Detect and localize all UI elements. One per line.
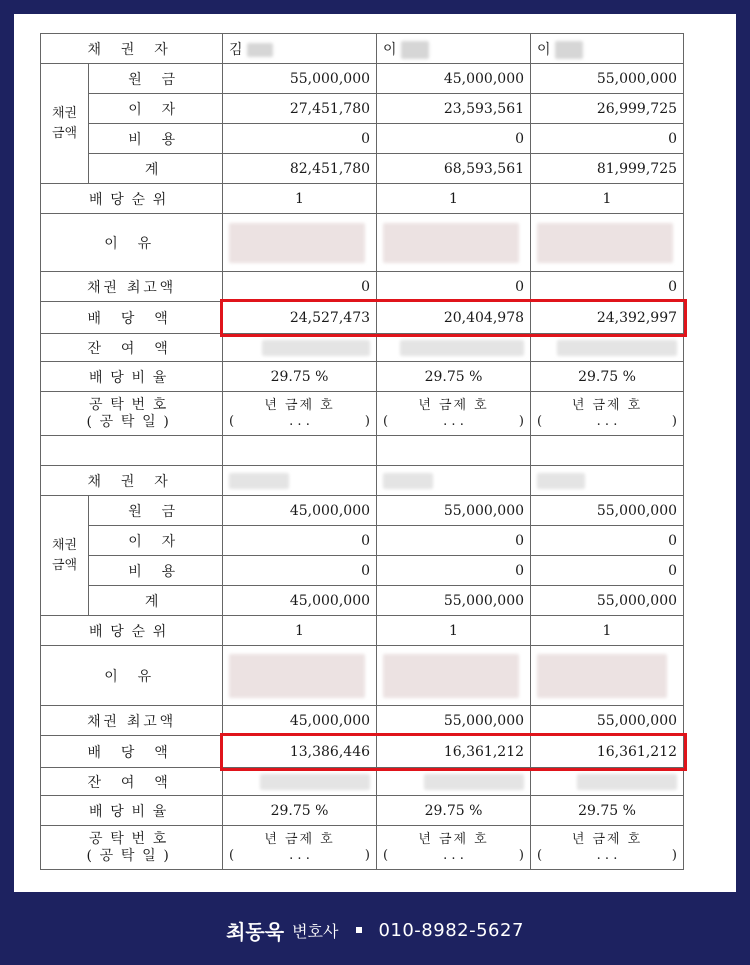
deposit-row xyxy=(41,826,684,870)
rank-value: 1 xyxy=(377,616,531,646)
rank-value: 1 xyxy=(531,184,684,214)
dividend-value: 24,392,997 xyxy=(531,302,684,334)
ratio-value: 29.75 % xyxy=(223,796,377,826)
interest-value: 0 xyxy=(531,526,684,556)
deposit-cell: 년 금제 호 ( . . . ) xyxy=(223,826,377,870)
principal-row xyxy=(41,64,684,94)
deposit-cell: 년 금제 호 ( . . . ) xyxy=(223,392,377,436)
reason-row xyxy=(41,646,684,706)
expense-label: 비 용 xyxy=(89,124,223,154)
remainder-label: 잔 여 액 xyxy=(41,334,223,362)
expense-value: 0 xyxy=(223,556,377,586)
max-claim-value: 45,000,000 xyxy=(223,706,377,736)
dividend-value: 24,527,473 xyxy=(223,302,377,334)
redacted-reason xyxy=(383,654,519,698)
reason-cell xyxy=(223,214,377,272)
remainder-cell xyxy=(223,334,377,362)
claim-amount-group-label: 채권 금액 xyxy=(41,64,89,184)
interest-value: 23,593,561 xyxy=(377,94,531,124)
max-claim-value: 55,000,000 xyxy=(531,706,684,736)
dividend-value: 13,386,446 xyxy=(223,736,377,768)
creditor-cell xyxy=(377,466,531,496)
footer-banner xyxy=(0,905,750,955)
rank-label: 배당순위 xyxy=(41,616,223,646)
total-value: 55,000,000 xyxy=(377,586,531,616)
remainder-row xyxy=(41,768,684,796)
redacted-remainder xyxy=(400,340,524,356)
expense-row xyxy=(41,124,684,154)
dividend-highlight-box xyxy=(220,299,687,337)
interest-value: 0 xyxy=(223,526,377,556)
total-value: 82,451,780 xyxy=(223,154,377,184)
redacted-remainder xyxy=(262,340,370,356)
interest-value: 0 xyxy=(377,526,531,556)
deposit-label: 공탁번호 (공탁일) xyxy=(41,826,223,870)
creditor-cell xyxy=(223,466,377,496)
expense-value: 0 xyxy=(377,124,531,154)
creditor-row xyxy=(41,466,684,496)
rank-row xyxy=(41,184,684,214)
lawyer-title: 변호사 xyxy=(292,921,339,941)
redacted-name xyxy=(401,41,429,59)
redacted-reason xyxy=(383,223,519,263)
reason-label: 이 유 xyxy=(41,646,223,706)
creditor-cell: 김 xyxy=(223,34,377,64)
ratio-label: 배당비율 xyxy=(41,362,223,392)
ratio-row xyxy=(41,796,684,826)
ratio-value: 29.75 % xyxy=(531,362,684,392)
reason-cell xyxy=(531,214,684,272)
rank-value: 1 xyxy=(377,184,531,214)
expense-row xyxy=(41,556,684,586)
principal-label: 원 금 xyxy=(89,496,223,526)
section-gap xyxy=(41,436,684,466)
interest-label: 이 자 xyxy=(89,94,223,124)
phone-number: 010-8982-5627 xyxy=(378,919,524,941)
reason-cell xyxy=(223,646,377,706)
max-claim-row xyxy=(41,272,684,302)
dividend-label: 배 당 액 xyxy=(41,302,223,334)
interest-row xyxy=(41,94,684,124)
interest-row xyxy=(41,526,684,556)
reason-cell xyxy=(531,646,684,706)
redacted-reason xyxy=(537,223,673,263)
redacted-remainder xyxy=(577,774,677,790)
deposit-cell: 년 금제 호 ( . . . ) xyxy=(377,826,531,870)
deposit-row xyxy=(41,392,684,436)
principal-row xyxy=(41,496,684,526)
total-label: 계 xyxy=(89,586,223,616)
expense-label: 비 용 xyxy=(89,556,223,586)
principal-value: 55,000,000 xyxy=(377,496,531,526)
creditor-label: 채 권 자 xyxy=(41,34,223,64)
redacted-name xyxy=(555,41,583,59)
principal-value: 45,000,000 xyxy=(377,64,531,94)
deposit-label: 공탁번호 (공탁일) xyxy=(41,392,223,436)
principal-value: 45,000,000 xyxy=(223,496,377,526)
redacted-reason xyxy=(229,654,365,698)
total-value: 55,000,000 xyxy=(531,586,684,616)
dividend-value: 16,361,212 xyxy=(377,736,531,768)
total-row xyxy=(41,586,684,616)
max-claim-value: 0 xyxy=(377,272,531,302)
total-value: 81,999,725 xyxy=(531,154,684,184)
remainder-cell xyxy=(531,768,684,796)
creditor-row xyxy=(41,34,684,64)
lawyer-name: 최동욱 xyxy=(226,919,285,944)
redacted-name xyxy=(383,473,433,489)
rank-value: 1 xyxy=(223,616,377,646)
remainder-cell xyxy=(377,334,531,362)
rank-label: 배당순위 xyxy=(41,184,223,214)
principal-value: 55,000,000 xyxy=(531,64,684,94)
remainder-row xyxy=(41,334,684,362)
dividend-label: 배 당 액 xyxy=(41,736,223,768)
rank-value: 1 xyxy=(531,616,684,646)
remainder-cell xyxy=(377,768,531,796)
creditor-cell xyxy=(531,466,684,496)
ratio-value: 29.75 % xyxy=(223,362,377,392)
ratio-value: 29.75 % xyxy=(377,796,531,826)
interest-value: 26,999,725 xyxy=(531,94,684,124)
deposit-cell: 년 금제 호 ( . . . ) xyxy=(531,392,684,436)
expense-value: 0 xyxy=(223,124,377,154)
separator-dot xyxy=(356,927,362,933)
total-label: 계 xyxy=(89,154,223,184)
creditor-cell: 이 xyxy=(531,34,684,64)
ratio-value: 29.75 % xyxy=(531,796,684,826)
remainder-label: 잔 여 액 xyxy=(41,768,223,796)
redacted-name xyxy=(247,43,273,57)
redacted-remainder xyxy=(557,340,677,356)
max-claim-value: 0 xyxy=(531,272,684,302)
redacted-name xyxy=(229,473,289,489)
deposit-cell: 년 금제 호 ( . . . ) xyxy=(377,392,531,436)
redacted-reason xyxy=(537,654,667,698)
expense-value: 0 xyxy=(531,124,684,154)
expense-value: 0 xyxy=(377,556,531,586)
principal-value: 55,000,000 xyxy=(223,64,377,94)
redacted-remainder xyxy=(260,774,370,790)
total-row xyxy=(41,154,684,184)
dividend-value: 20,404,978 xyxy=(377,302,531,334)
ratio-label: 배당비율 xyxy=(41,796,223,826)
reason-row xyxy=(41,214,684,272)
redacted-remainder xyxy=(424,774,524,790)
dividend-value: 16,361,212 xyxy=(531,736,684,768)
interest-label: 이 자 xyxy=(89,526,223,556)
rank-value: 1 xyxy=(223,184,377,214)
redacted-name xyxy=(537,473,585,489)
dividend-highlight-box xyxy=(220,733,687,771)
max-claim-row xyxy=(41,706,684,736)
remainder-cell xyxy=(223,768,377,796)
ratio-value: 29.75 % xyxy=(377,362,531,392)
principal-label: 원 금 xyxy=(89,64,223,94)
deposit-cell: 년 금제 호 ( . . . ) xyxy=(531,826,684,870)
remainder-cell xyxy=(531,334,684,362)
reason-cell xyxy=(377,646,531,706)
max-claim-value: 55,000,000 xyxy=(377,706,531,736)
total-value: 68,593,561 xyxy=(377,154,531,184)
creditor-label: 채 권 자 xyxy=(41,466,223,496)
interest-value: 27,451,780 xyxy=(223,94,377,124)
ratio-row xyxy=(41,362,684,392)
total-value: 45,000,000 xyxy=(223,586,377,616)
reason-label: 이 유 xyxy=(41,214,223,272)
claim-amount-group-label: 채권 금액 xyxy=(41,496,89,616)
max-claim-label: 채권 최고액 xyxy=(41,706,223,736)
principal-value: 55,000,000 xyxy=(531,496,684,526)
expense-value: 0 xyxy=(531,556,684,586)
max-claim-label: 채권 최고액 xyxy=(41,272,223,302)
rank-row xyxy=(41,616,684,646)
redacted-reason xyxy=(229,223,365,263)
reason-cell xyxy=(377,214,531,272)
max-claim-value: 0 xyxy=(223,272,377,302)
creditor-cell: 이 xyxy=(377,34,531,64)
